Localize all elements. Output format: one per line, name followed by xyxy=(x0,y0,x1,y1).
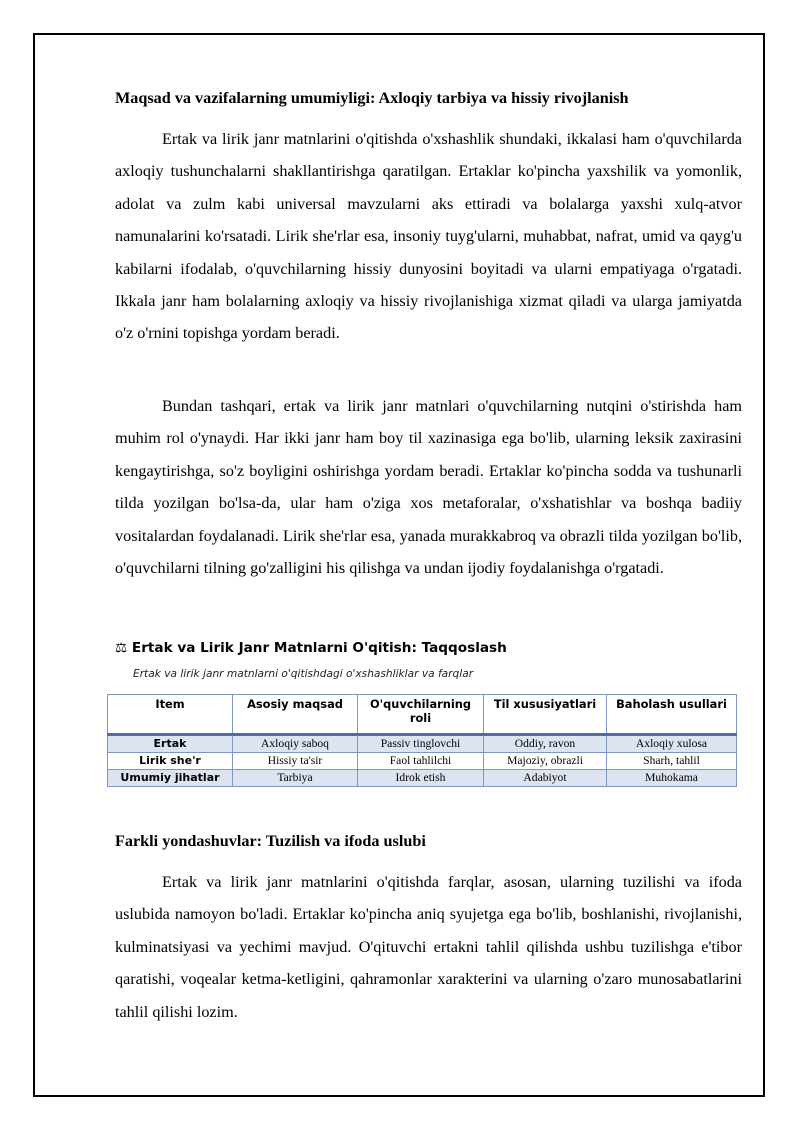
table-row xyxy=(108,753,737,770)
table-cell: Hissiy ta'sir xyxy=(233,753,358,770)
table-cell: Faol tahlilchi xyxy=(358,753,484,770)
paragraph-3: Ertak va lirik janr matnlarini o'qitishda farqlar, asosan, ularning tuzilishi va ifoda uslubida namoyon bo'ladi. Ertaklar ko'pincha aniq syujetga ega bo'lib, boshlanishi, rivojlanishi, kulminatsiyasi va yechimi mavjud. O'qituvchi ertakni tahlil qilishda ushbu tuzilishga e'tibor qaratishi, voqealar ketma-ketligini, qahramonlar xarakterini va ularning o'zaro munosabatlarini tahlil qilishi lozim. xyxy=(115,873,742,1021)
paragraph-1: Ertak va lirik janr matnlarini o'qitishda o'xshashlik shundaki, ikkalasi ham o'quvchilarda axloqiy tushunchalarni shakllantirishga qaratilgan. Ertaklar ko'pincha yaxshilik va yomonlik, adolat va zulm kabi universal mavzularni aks ettiradi va bolalarga yaxshi xulq-atvor namunalarini ko'rsatadi. Lirik she'rlar esa, insoniy tuyg'ularni, muhabbat, nafrat, umid va qayg'u kabilarni ifodalab, o'quvchilarning hissiy dunyosini boyitadi va ularni empatiyaga o'rgatadi. Ikkala janr ham bolalarning axloqiy va hissiy rivojlanishiga xizmat qiladi va ularga jamiyatda o'z o'rnini topishga yordam beradi. xyxy=(115,130,742,343)
table-header-cell: Item xyxy=(108,695,233,735)
table-title-text: Ertak va Lirik Janr Matnlarni O'qitish: Taqqoslash xyxy=(131,640,507,656)
table-row-header: Lirik she'r xyxy=(108,753,233,770)
table-cell: Oddiy, ravon xyxy=(484,735,607,753)
table-header-cell: Asosiy maqsad xyxy=(233,695,358,735)
balance-scale-icon: ⚖ xyxy=(115,640,128,656)
table-cell: Sharh, tahlil xyxy=(607,753,737,770)
table-cell: Axloqiy xulosa xyxy=(607,735,737,753)
section-heading-2: Farkli yondashuvlar: Tuzilish va ifoda uslubi xyxy=(115,832,426,850)
table-header-cell: Til xususiyatlari xyxy=(484,695,607,735)
table-cell: Muhokama xyxy=(607,770,737,787)
table-caption: Ertak va lirik janr matnlarni o'qitishdagi o'xshashliklar va farqlar xyxy=(133,668,474,680)
table-row-header: Umumiy jihatlar xyxy=(108,770,233,787)
table-cell: Tarbiya xyxy=(233,770,358,787)
table-cell: Passiv tinglovchi xyxy=(358,735,484,753)
table-cell: Majoziy, obrazli xyxy=(484,753,607,770)
section-heading-1: Maqsad va vazifalarning umumiyligi: Axloqiy tarbiya va hissiy rivojlanish xyxy=(115,89,629,107)
table-row xyxy=(108,735,737,753)
table-header-cell: O'quvchilarning roli xyxy=(358,695,484,735)
paragraph-2: Bundan tashqari, ertak va lirik janr matnlari o'quvchilarning nutqini o'stirishda ham muhim rol o'ynaydi. Har ikki janr ham boy til xazinasiga ega bo'lib, ularning leksik zaxirasini kengaytirishga, so'z boyligini oshirishga yordam beradi. Ertaklar ko'pincha sodda va tushunarli tilda yozilgan bo'lsa-da, ular ham o'ziga xos metaforalar, o'xshatishlar va boshqa badiiy vositalardan foydalanadi. Lirik she'rlar esa, yanada murakkabroq va obrazli tilda yozilgan bo'lib, o'quvchilarni tilning go'zalligini his qilishga va undan ijodiy foydalanishga o'rgatadi. xyxy=(115,397,742,578)
comparison-table xyxy=(107,694,737,787)
table-header-cell: Baholash usullari xyxy=(607,695,737,735)
table-row-header: Ertak xyxy=(108,735,233,753)
table-header-row xyxy=(108,695,737,735)
table-cell: Axloqiy saboq xyxy=(233,735,358,753)
table-title xyxy=(115,640,742,656)
table-cell: Adabiyot xyxy=(484,770,607,787)
table-cell: Idrok etish xyxy=(358,770,484,787)
table-row xyxy=(108,770,737,787)
